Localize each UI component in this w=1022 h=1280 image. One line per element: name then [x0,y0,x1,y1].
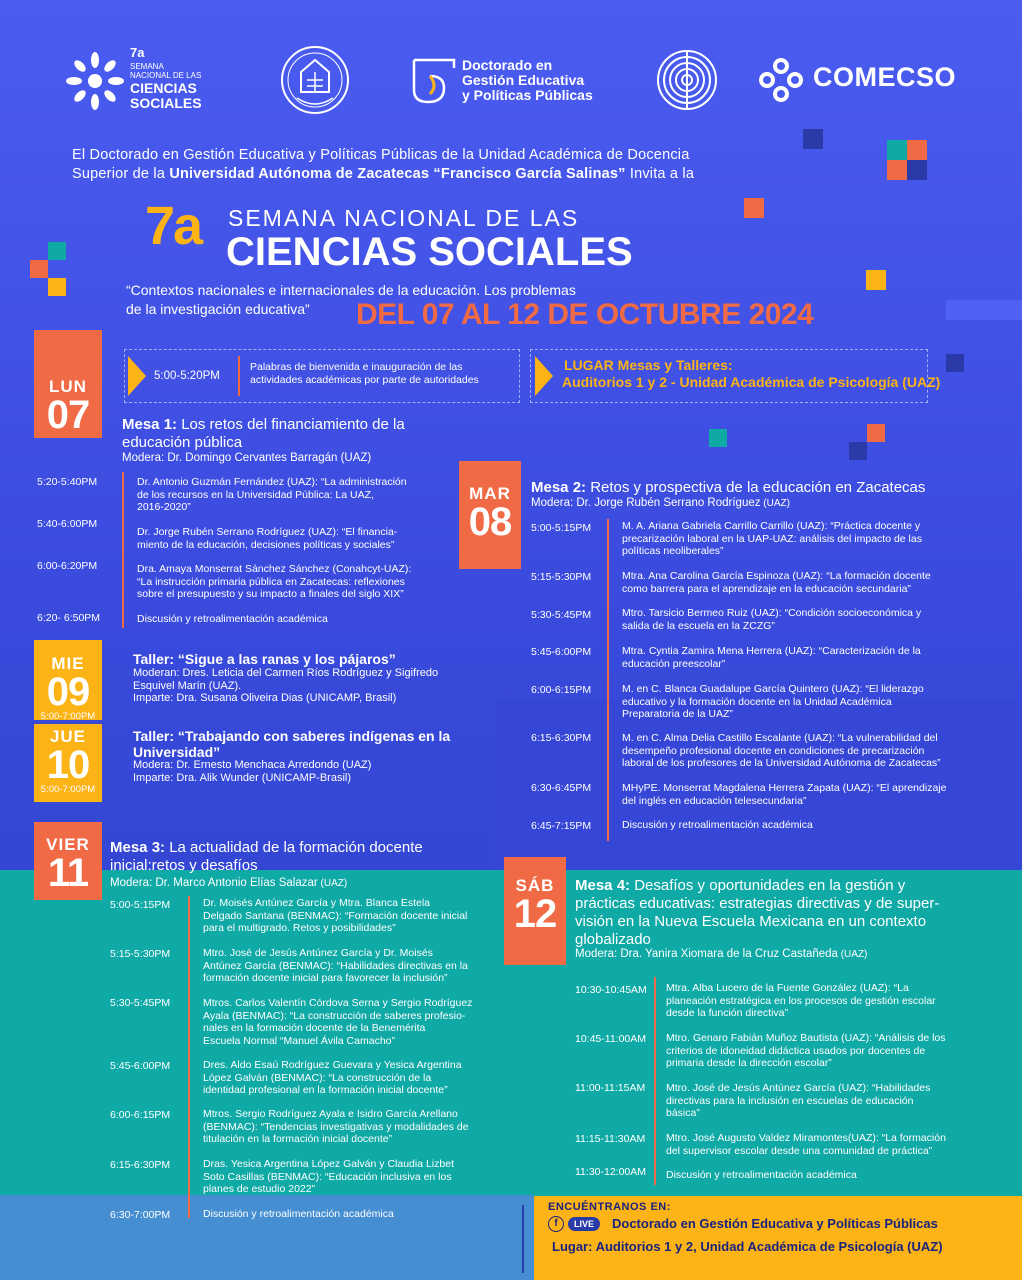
intro-text: Invita a la [625,166,695,182]
time-slot: 5:45-6:00PM [110,1060,171,1072]
event-dates: DEL 07 AL 12 DE OCTUBRE 2024 [356,298,814,331]
day-label: MIE [51,654,85,673]
time-slot: 5:30-5:45PM [110,997,171,1009]
talk-line: educativo y la formación docente en la Unidad Académica [622,695,892,708]
talk-line: Mtro. José Augusto Valdez Miramontes(UAZ): “La formación [666,1132,946,1144]
talk-line: educación preescolar” [622,657,726,670]
talk-line: Discusión y retroalimentación académica [137,613,328,625]
talk [137,613,328,626]
talk-line: Mtros. Sergio Rodríguez Ayala e Isidro García Arellano [203,1108,458,1120]
talk-line: titulación en la formación inicial docente” [203,1133,393,1145]
mesa-title-text: La actualidad de la formación docente [165,839,423,856]
moderator-affiliation: (UAZ) [760,498,790,509]
talk-line: Mtro. José de Jesús Antúnez García (UAZ): “Habilidades [666,1082,931,1094]
live-badge: LIVE [568,1217,600,1231]
talk [666,1032,946,1070]
mesa1-moderator: Modera: Dr. Domingo Cervantes Barragán (UAZ) [122,452,372,464]
doctorado-logo-line: y Políticas Públicas [462,87,593,103]
talk [203,1059,462,1097]
deco-square [866,270,886,290]
talk-line: MHyPE. Monserrat Magdalena Herrera Zapata (UAZ): “El aprendizaje [622,782,947,794]
event-number-text: 7a [145,196,202,256]
talk-line: Dras. Yesica Argentina López Galván y Claudia Lizbet [203,1158,454,1170]
talk-line: López Galván (BENMAC): “La construcción de la [203,1071,432,1084]
talk-line: Delgado Santana (BENMAC): “Formación docente inicial [203,909,468,922]
mesa4-title [575,877,995,949]
mesa2-title [531,479,1001,497]
talk [622,782,946,807]
semana-logo-line: CIENCIAS [130,80,197,96]
day-badge-mar [459,461,521,569]
deco-square [709,429,727,447]
intro-line [72,165,792,184]
mesa-title-text: Retos y prospectiva de la educación en Zacatecas [586,479,926,496]
talk [622,819,813,832]
mesa-title-text: Desafíos y oportunidades en la gestión y [630,877,906,894]
day-label: LUN [49,377,87,396]
divider [238,356,240,396]
time-slot: 5:15-5:30PM [110,948,171,960]
moderator-text: Modera: Dr. Jorge Rubén Serrano Rodríguez [531,497,761,509]
comecso-logo-icon [757,56,805,104]
talk-line: Discusión y retroalimentación académica [666,1169,857,1181]
deco-square [907,140,927,160]
day-label: JUE [49,727,87,746]
talk-line: 2016-2020” [137,501,191,513]
talk-line: Mtra. Alba Lucero de la Fuente González (UAZ): “La [666,982,909,994]
deco-square [48,242,66,260]
talk-line: Preparatoria de la UAZ” [622,708,733,720]
semana-logo-line: SOCIALES [130,95,202,111]
talk-line: criterios de idoneidad didáctica usados por docentes de [666,1044,926,1057]
semana-logo [62,44,212,120]
talk-line: Ayala (BENMAC): “La construcción de saberes profesio- [203,1009,466,1022]
lugar-title: LUGAR Mesas y Talleres: [564,357,733,373]
talk [622,645,921,670]
mesa-label: Mesa 4: [575,877,631,894]
talk-line: Dr. Jorge Rubén Serrano Rodríguez (UAZ): “El financia- [137,526,398,538]
day-number: 11 [47,851,89,895]
talk-line: Dra. Amaya Monserrat Sánchez Sánchez (Conahcyt-UAZ): [137,563,412,575]
talk [137,476,407,514]
talk-line: Modera: Dr. Ernesto Menchaca Arredondo (UAZ) [133,759,372,771]
divider [607,519,609,841]
day-badge-vier [34,822,102,900]
day-badge-jue [34,724,102,802]
day-time: 5:00-7:00PM [40,784,96,795]
talk-line: Discusión y retroalimentación académica [622,819,813,831]
talk-line: directivas para la inclusión en escuelas de educación [666,1094,914,1107]
deco-square [48,278,66,296]
time-slot: 11:00-11:15AM [575,1082,646,1094]
mesa-title-text: visión en la Nueva Escuela Mexicana en un contexto [575,913,927,930]
talk [622,607,921,632]
divider [122,472,124,628]
talk-line: M. en C. Blanca Guadalupe García Quintero (UAZ): “El liderazgo [622,683,924,695]
day-number: 08 [468,500,512,544]
talk-line: desde la función directiva” [666,1007,788,1019]
talk-line: planeación estratégica en los procesos de gestión escolar [666,994,936,1007]
talk-line: (BENMAC): “Tendencias investigativas y modalidades de [203,1120,469,1133]
deco-square [744,198,764,218]
talk [622,683,924,721]
talk-line: del inglés en educación telesecundaria” [622,794,807,807]
time-slot: 5:20-5:40PM [37,476,98,488]
footer-title: ENCUÉNTRANOS EN: [548,1201,671,1213]
time-slot: 5:30-5:45PM [531,609,592,621]
deco-square [946,300,1022,320]
time-slot: 6:20- 6:50PM [37,612,101,624]
taller1-details [133,667,438,705]
mesa2-moderator [531,496,790,511]
deco-square [887,140,907,160]
day-badge-lun [34,330,102,438]
university-name: Universidad Autónoma de Zacatecas “Francisco García Salinas” [169,166,626,182]
semana-logo-icon [62,48,128,114]
talk [203,947,468,985]
talk-line: salida de la escuela en la ZCZG” [622,619,775,632]
time-slot: 6:45-7:15PM [531,820,592,832]
talk [666,1132,946,1157]
footer [534,1196,1022,1280]
talk [203,1108,469,1146]
talk [666,1169,857,1182]
day-time: 5:00-7:00PM [40,711,96,722]
talk-line: Antúnez García (BENMAC): “Habilidades directivas en la [203,959,468,972]
event-subtitle: “Contextos nacionales e internacionales de la educación. Los problemas [126,282,576,298]
moderator-text: Modera: Dra. Yanira Xiomara de la Cruz Castañeda [575,948,838,960]
deco-square [849,442,867,460]
talk-line: formación docente inicial para favorecer la inclusión” [203,972,448,984]
comecso-logo [757,56,967,106]
time-slot: 6:00-6:15PM [531,684,592,696]
day-number: 10 [46,743,90,787]
deco-square [867,424,885,442]
mesa3-title [110,839,500,875]
talk-line: Mtra. Ana Carolina García Espinoza (UAZ): “La formación docente [622,570,931,582]
talk-line: Esquivel Marín (UAZ). [133,679,242,692]
facebook-icon[interactable]: f [548,1216,564,1232]
taller1-title: Taller: “Sigue a las ranas y los pájaros” [133,651,396,667]
talk-line: de los recursos en la Universidad Pública: La UAZ, [137,488,374,501]
day-label: VIER [46,835,90,854]
divider [654,977,656,1185]
talk [666,982,936,1020]
intro-text: Superior de la [72,166,170,182]
talk [137,563,411,601]
day-badge-mie [34,640,102,720]
doctorado-logo-line: Gestión Educativa [462,72,585,88]
talk-line: Mtro. José de Jesús Antúnez García y Dr. Moisés [203,947,433,959]
time-slot: 6:00-6:15PM [110,1109,171,1121]
event-number [145,196,201,256]
time-slot: 6:15-6:30PM [110,1159,171,1171]
mesa-title-text: prácticas educativas: estrategias directivas y de super- [575,895,940,912]
talk-line: sobre el presupuesto y su impacto a finales del siglo XIX” [137,588,404,600]
deco-square [946,354,964,372]
moderator-affiliation: (UAZ) [837,949,868,960]
mesa1-title [122,416,452,452]
talk [666,1082,930,1120]
play-arrow-icon [535,356,553,396]
doctorado-logo [412,58,602,108]
semana-logo-line: SEMANA [130,62,164,71]
comecso-logo-text: COMECSO [813,62,957,92]
talk-line: planes de estudio 2022” [203,1183,316,1195]
deco-square [907,160,927,180]
talk-line: Moderan: Dres. Leticia del Carmen Ríos Rodríguez y Sigifredo [133,667,439,679]
talk-line: identidad profesional en la formación inicial docente” [203,1084,448,1096]
talk-line: Mtra. Cyntia Zamira Mena Herrera (UAZ): “Caracterización de la [622,645,921,657]
talk-line: nales en la formación docente de la Benemérita [203,1022,426,1034]
talk-line: Imparte: Dra. Alik Wunder (UNICAMP-Brasil) [133,771,352,784]
opening-text: actividades académicas por parte de autoridades [250,374,479,386]
semana-logo-line: NACIONAL DE LAS [130,71,202,80]
talk-line: Dr. Moisés Antúnez García y Mtra. Blanca Estela [203,897,431,909]
time-slot: 10:45-11:00AM [575,1033,647,1045]
talk-line: primaria desde la dirección escolar” [666,1057,832,1069]
day-label: MAR [469,484,511,503]
footer-page-link[interactable]: Doctorado en Gestión Educativa y Políticas Públicas [612,1216,938,1231]
talk [203,1158,454,1196]
time-slot: 11:30-12:00AM [575,1166,647,1178]
semana-logo-top: 7a [130,45,145,60]
day-number: 12 [513,892,557,936]
doctorado-logo-line: Doctorado en [462,57,553,73]
deco-square [803,129,823,149]
talk-line: M. A. Ariana Gabriela Carrillo Carrillo (UAZ): “Práctica docente y [622,520,921,532]
labyrinth-icon [656,49,718,111]
deco-square [887,160,907,180]
play-arrow-icon [128,356,146,396]
uaz-seal-icon [279,44,351,116]
moderator-affiliation: (UAZ) [317,878,348,889]
day-label: SÁB [515,876,555,895]
talk-line: básica” [666,1107,700,1119]
doctorado-logo-icon [412,58,456,104]
mesa-title-text: educación pública [122,434,243,451]
talk [622,732,941,770]
moderator-text: Modera: Dr. Marco Antonio Elías Salazar [110,877,318,889]
mesa-title-text: Los retos del financiamiento de la [177,416,405,433]
talk-line: del supervisor escolar desde una comunidad de práctica” [666,1144,933,1157]
talk-line: Imparte: Dra. Susana Oliveira Dias (UNICAMP, Brasil) [133,692,397,704]
taller-title-line: Taller: “Trabajando con saberes indígenas en la [133,728,451,744]
mesa3-moderator [110,876,347,891]
taller2-details [133,759,371,784]
lugar-text: Auditorios 1 y 2 - Unidad Académica de Psicología (UAZ) [562,374,941,390]
day-number: 07 [46,393,90,437]
time-slot: 6:15-6:30PM [531,732,592,744]
mesa-title-text: globalizado [575,931,651,948]
time-slot: 5:15-5:30PM [531,571,592,583]
taller-title-line: Universidad” [133,744,221,760]
talk [137,526,397,551]
mesa-label: Mesa 3: [110,839,166,856]
time-slot: 5:45-6:00PM [531,646,592,658]
event-subtitle: de la investigación educativa” [126,301,310,317]
divider [188,896,190,1218]
time-slot: 6:00-6:20PM [37,560,98,572]
taller2-title [133,728,450,760]
event-title-line2: CIENCIAS SOCIALES [226,230,633,274]
time-slot: 11:15-11:30AM [575,1133,646,1145]
time-slot: 5:00-5:15PM [531,522,592,534]
mesa4-moderator [575,947,867,962]
talk-line: políticas neoliberales” [622,545,724,557]
talk-line: Mtro. Genaro Fabián Muñoz Bautista (UAZ): “Análisis de los [666,1032,946,1044]
opening-time: 5:00-5:20PM [154,370,220,382]
time-slot: 5:40-6:00PM [37,518,98,530]
talk-line: precarización laboral en la UAP-UAZ: análisis del impacto de las [622,532,922,545]
talk-line: Dres. Aldo Esaú Rodríguez Guevara y Yesica Argentina [203,1059,462,1071]
talk-line: M. en C. Alma Delia Castillo Escalante (UAZ): “La vulnerabilidad del [622,732,938,744]
event-title-line1: SEMANA NACIONAL DE LAS [228,205,580,231]
divider [522,1205,524,1273]
talk-line: Mtros. Carlos Valentín Córdova Serna y Sergio Rodríguez [203,997,473,1009]
mesa-title-text: inicial:retos y desafíos [110,857,258,874]
talk-line: desempeño profesional docente en condiciones de precarización [622,744,925,757]
mesa-label: Mesa 2: [531,479,587,496]
time-slot: 5:00-5:15PM [110,899,171,911]
talk [622,570,931,595]
mesa-label: Mesa 1: [122,416,178,433]
time-slot: 6:30-6:45PM [531,782,592,794]
talk [622,520,922,558]
talk-line: para el multigrado. Retos y posibilidades” [203,922,396,934]
talk-line: Mtro. Tarsicio Bermeo Ruiz (UAZ): “Condición socioeconómica y [622,607,922,619]
talk [203,897,467,935]
deco-square [30,260,48,278]
talk-line: Dr. Antonio Guzmán Fernández (UAZ): “La administración [137,476,407,488]
time-slot: 6:30-7:00PM [110,1209,171,1221]
talk-line: Discusión y retroalimentación académica [203,1208,394,1220]
talk-line: como barrera para el aprendizaje en la educación secundaria” [622,582,911,595]
talk-line: miento de la educación, decisiones políticas y sociales” [137,538,395,551]
talk [203,1208,394,1221]
talk [203,997,472,1047]
talk-line: laboral de los profesores de la Universidad Autónoma de Zacatecas” [622,757,941,769]
day-number: 09 [46,670,90,714]
opening-text: Palabras de bienvenida e inauguración de las [250,361,463,373]
time-slot: 10:30-10:45AM [575,984,647,996]
talk-line: Escuela Normal “Manuel Ávila Camacho” [203,1034,395,1047]
footer-lugar: Lugar: Auditorios 1 y 2, Unidad Académica de Psicología (UAZ) [552,1239,943,1254]
talk-line: Soto Casillas (BENMAC): “Educación inclusiva en los [203,1170,452,1183]
talk-line: “La instrucción primaria pública en Zacatecas: reflexiones [137,575,405,588]
intro-line: El Doctorado en Gestión Educativa y Políticas Públicas de la Unidad Académica de Docencia [72,147,690,163]
day-badge-sab [504,857,566,965]
